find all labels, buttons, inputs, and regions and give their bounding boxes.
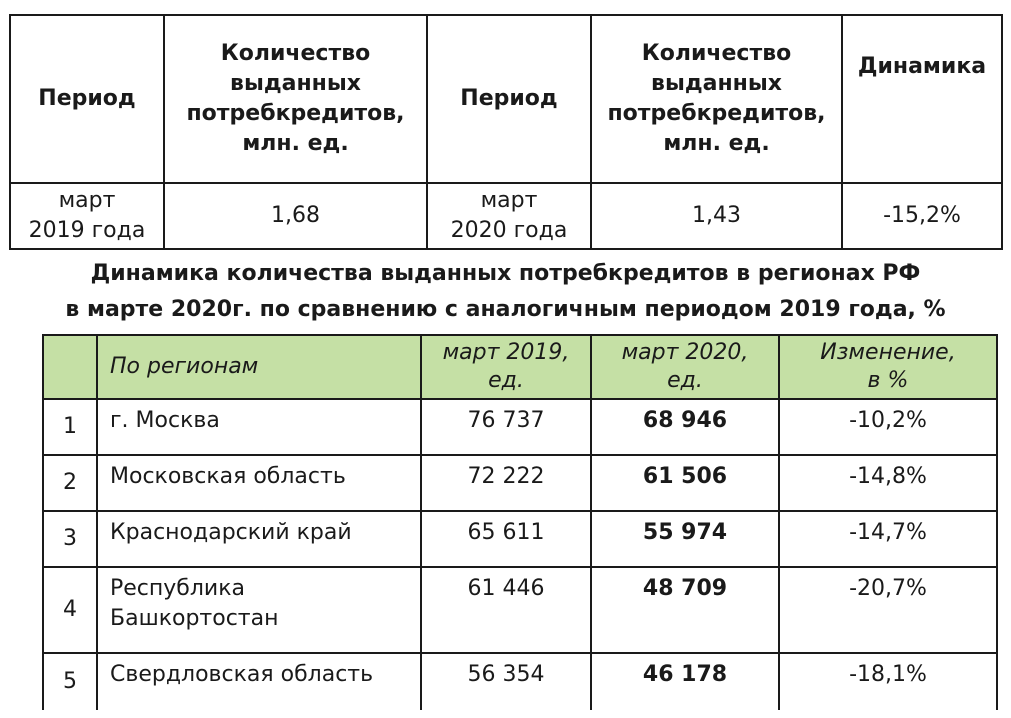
row-march-2019: 76 737 <box>421 399 591 455</box>
summary-count-1-value: 1,68 <box>271 203 320 228</box>
row-march-2020: 55 974 <box>591 511 779 567</box>
regions-header-index <box>43 335 97 399</box>
row-march-2020: 61 506 <box>591 455 779 511</box>
row-index: 3 <box>43 511 97 567</box>
row-march-2019: 61 446 <box>421 567 591 653</box>
row-change: -10,2% <box>779 399 997 455</box>
row-march-2020: 46 178 <box>591 653 779 710</box>
regions-table <box>42 334 998 710</box>
row-march-2020: 68 946 <box>591 399 779 455</box>
regions-header-row <box>43 335 997 399</box>
table-row <box>43 567 997 653</box>
row-region: Свердловская область <box>97 653 421 710</box>
summary-header-period-1 <box>10 15 164 183</box>
row-march-2020: 48 709 <box>591 567 779 653</box>
row-index: 1 <box>43 399 97 455</box>
summary-dynamics-value: -15,2% <box>883 203 961 228</box>
regions-header-region <box>97 335 421 399</box>
row-change: -14,7% <box>779 511 997 567</box>
summary-header-period-2-label: Период <box>460 86 558 111</box>
table-row <box>43 511 997 567</box>
row-march-2019: 56 354 <box>421 653 591 710</box>
row-index: 4 <box>43 567 97 653</box>
row-index: 5 <box>43 653 97 710</box>
row-region <box>97 567 421 653</box>
regions-header-march-2019 <box>421 335 591 399</box>
summary-table <box>9 14 1003 250</box>
table-row <box>43 455 997 511</box>
row-march-2019: 65 611 <box>421 511 591 567</box>
summary-header-count-1 <box>164 15 427 183</box>
table-row <box>43 399 997 455</box>
summary-cell-dynamics <box>842 183 1002 249</box>
summary-header-count-1-label: Количество выданных потребкредитов, млн. ед. <box>186 41 405 156</box>
regions-header-march-2020 <box>591 335 779 399</box>
regions-table-title: Динамика количества выданных потребкредитов в регионах РФ в марте 2020г. по сравнению с аналогичным периодом 2019 года, % <box>65 261 946 322</box>
regions-header-change <box>779 335 997 399</box>
row-region-label: Республика Башкортостан <box>110 576 279 631</box>
summary-cell-count-1 <box>164 183 427 249</box>
regions-header-march-2020-label: март 2020, ед. <box>621 340 749 393</box>
row-region: Краснодарский край <box>97 511 421 567</box>
summary-cell-count-2 <box>591 183 842 249</box>
table-row <box>43 653 997 710</box>
summary-cell-period-1 <box>10 183 164 249</box>
summary-header-period-1-label: Период <box>38 86 136 111</box>
row-region: Московская область <box>97 455 421 511</box>
summary-cell-period-2 <box>427 183 591 249</box>
summary-header-count-2 <box>591 15 842 183</box>
row-change: -18,1% <box>779 653 997 710</box>
regions-header-region-label: По регионам <box>110 354 259 379</box>
row-change: -14,8% <box>779 455 997 511</box>
summary-header-row <box>10 15 1002 183</box>
summary-header-dynamics <box>842 15 1002 183</box>
summary-period-2-value: март 2020 года <box>450 188 568 243</box>
summary-data-row <box>10 183 1002 249</box>
row-index: 2 <box>43 455 97 511</box>
summary-count-2-value: 1,43 <box>692 203 741 228</box>
summary-header-dynamics-label: Динамика <box>857 54 987 79</box>
summary-header-period-2 <box>427 15 591 183</box>
summary-period-1-value: март 2019 года <box>28 188 146 243</box>
row-region: г. Москва <box>97 399 421 455</box>
regions-header-change-label: Изменение, в % <box>820 340 956 393</box>
row-march-2019: 72 222 <box>421 455 591 511</box>
regions-header-march-2019-label: март 2019, ед. <box>442 340 570 393</box>
row-change: -20,7% <box>779 567 997 653</box>
summary-header-count-2-label: Количество выданных потребкредитов, млн. ед. <box>607 41 826 156</box>
